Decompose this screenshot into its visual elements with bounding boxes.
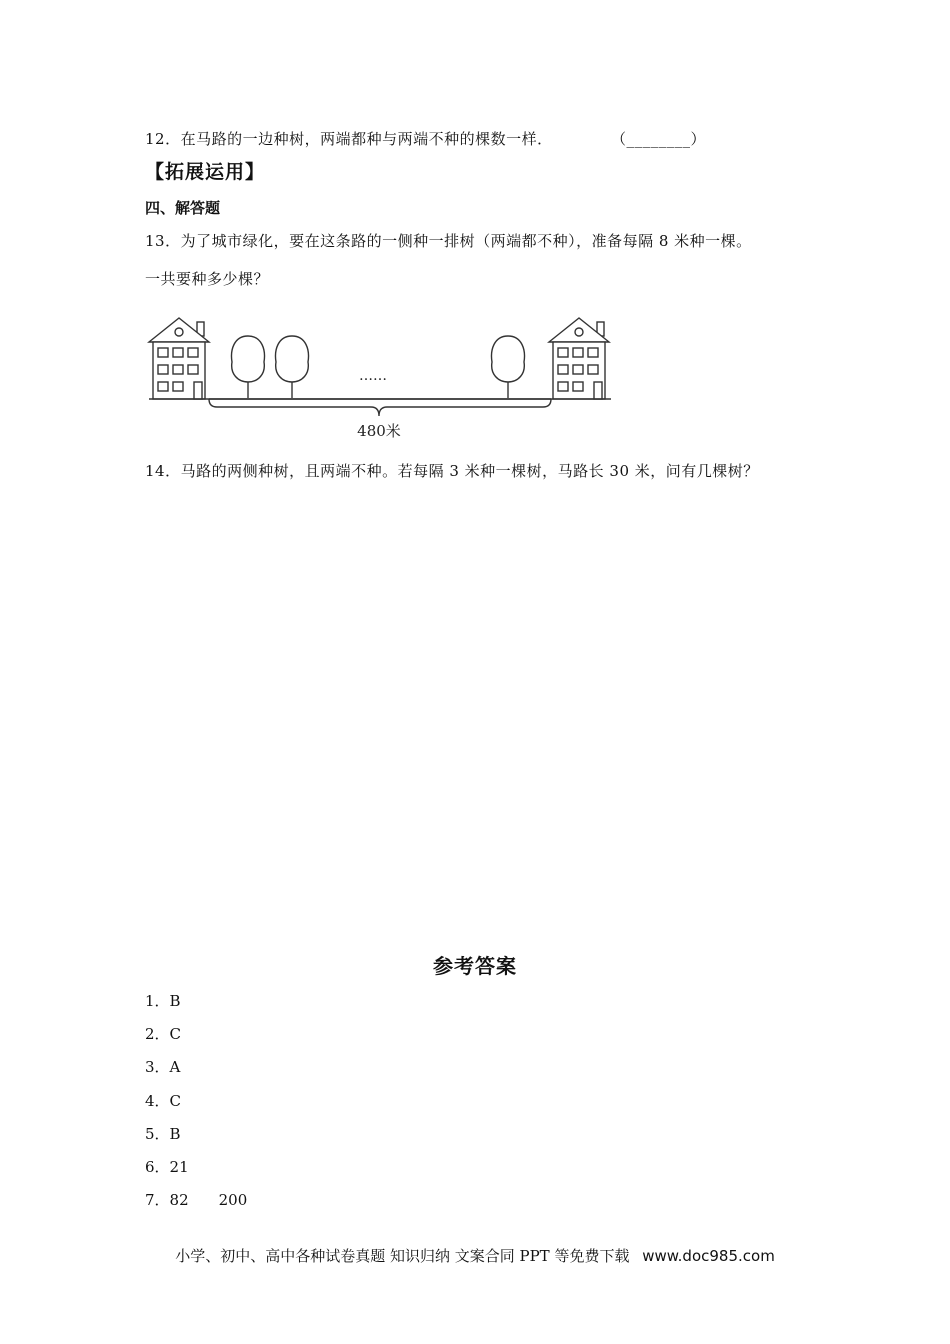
road-figure (145, 310, 615, 445)
answer-item: 1．B (145, 992, 181, 1010)
tree-icon (276, 336, 309, 398)
section-heading-four: 四、解答题 (145, 199, 221, 217)
question-12-text: 12．在马路的一边种树，两端都种与两端不种的棵数一样． (145, 130, 553, 148)
left-building-icon (149, 318, 209, 399)
distance-brace (209, 399, 551, 416)
ellipsis-dots: …… (359, 368, 387, 384)
question-13-line2: 一共要种多少棵？ (145, 270, 270, 288)
question-13-line1: 13．为了城市绿化，要在这条路的一侧种一排树（两端都不种），准备每隔 8 米种一棵。 (145, 232, 752, 250)
question-14: 14．马路的两侧种树，且两端不种。若每隔 3 米种一棵树，马路长 30 米，问有几棵树？ (145, 462, 759, 480)
answer-item: 5．B (145, 1125, 181, 1143)
answer-item: 3．A (145, 1058, 181, 1076)
section-heading-extend: 【拓展运用】 (145, 161, 266, 183)
question-12-answer-blank: （________） (611, 130, 707, 148)
footer (0, 1245, 950, 1266)
footer-url[interactable]: www.doc985.com (642, 1247, 775, 1265)
tree-icon (492, 336, 525, 398)
footer-text: 小学、初中、高中各种试卷真题 知识归纳 文案合同 PPT 等免费下载 (175, 1247, 630, 1265)
right-building-icon (549, 318, 609, 399)
answers-title: 参考答案 (433, 954, 517, 978)
question-12 (145, 128, 553, 149)
answer-item: 4．C (145, 1092, 182, 1110)
answer-item: 6．21 (145, 1158, 189, 1176)
answer-item: 7．82 200 (145, 1191, 248, 1209)
tree-icon (232, 336, 265, 398)
answer-item: 2．C (145, 1025, 182, 1043)
distance-label: 480米 (357, 422, 401, 440)
